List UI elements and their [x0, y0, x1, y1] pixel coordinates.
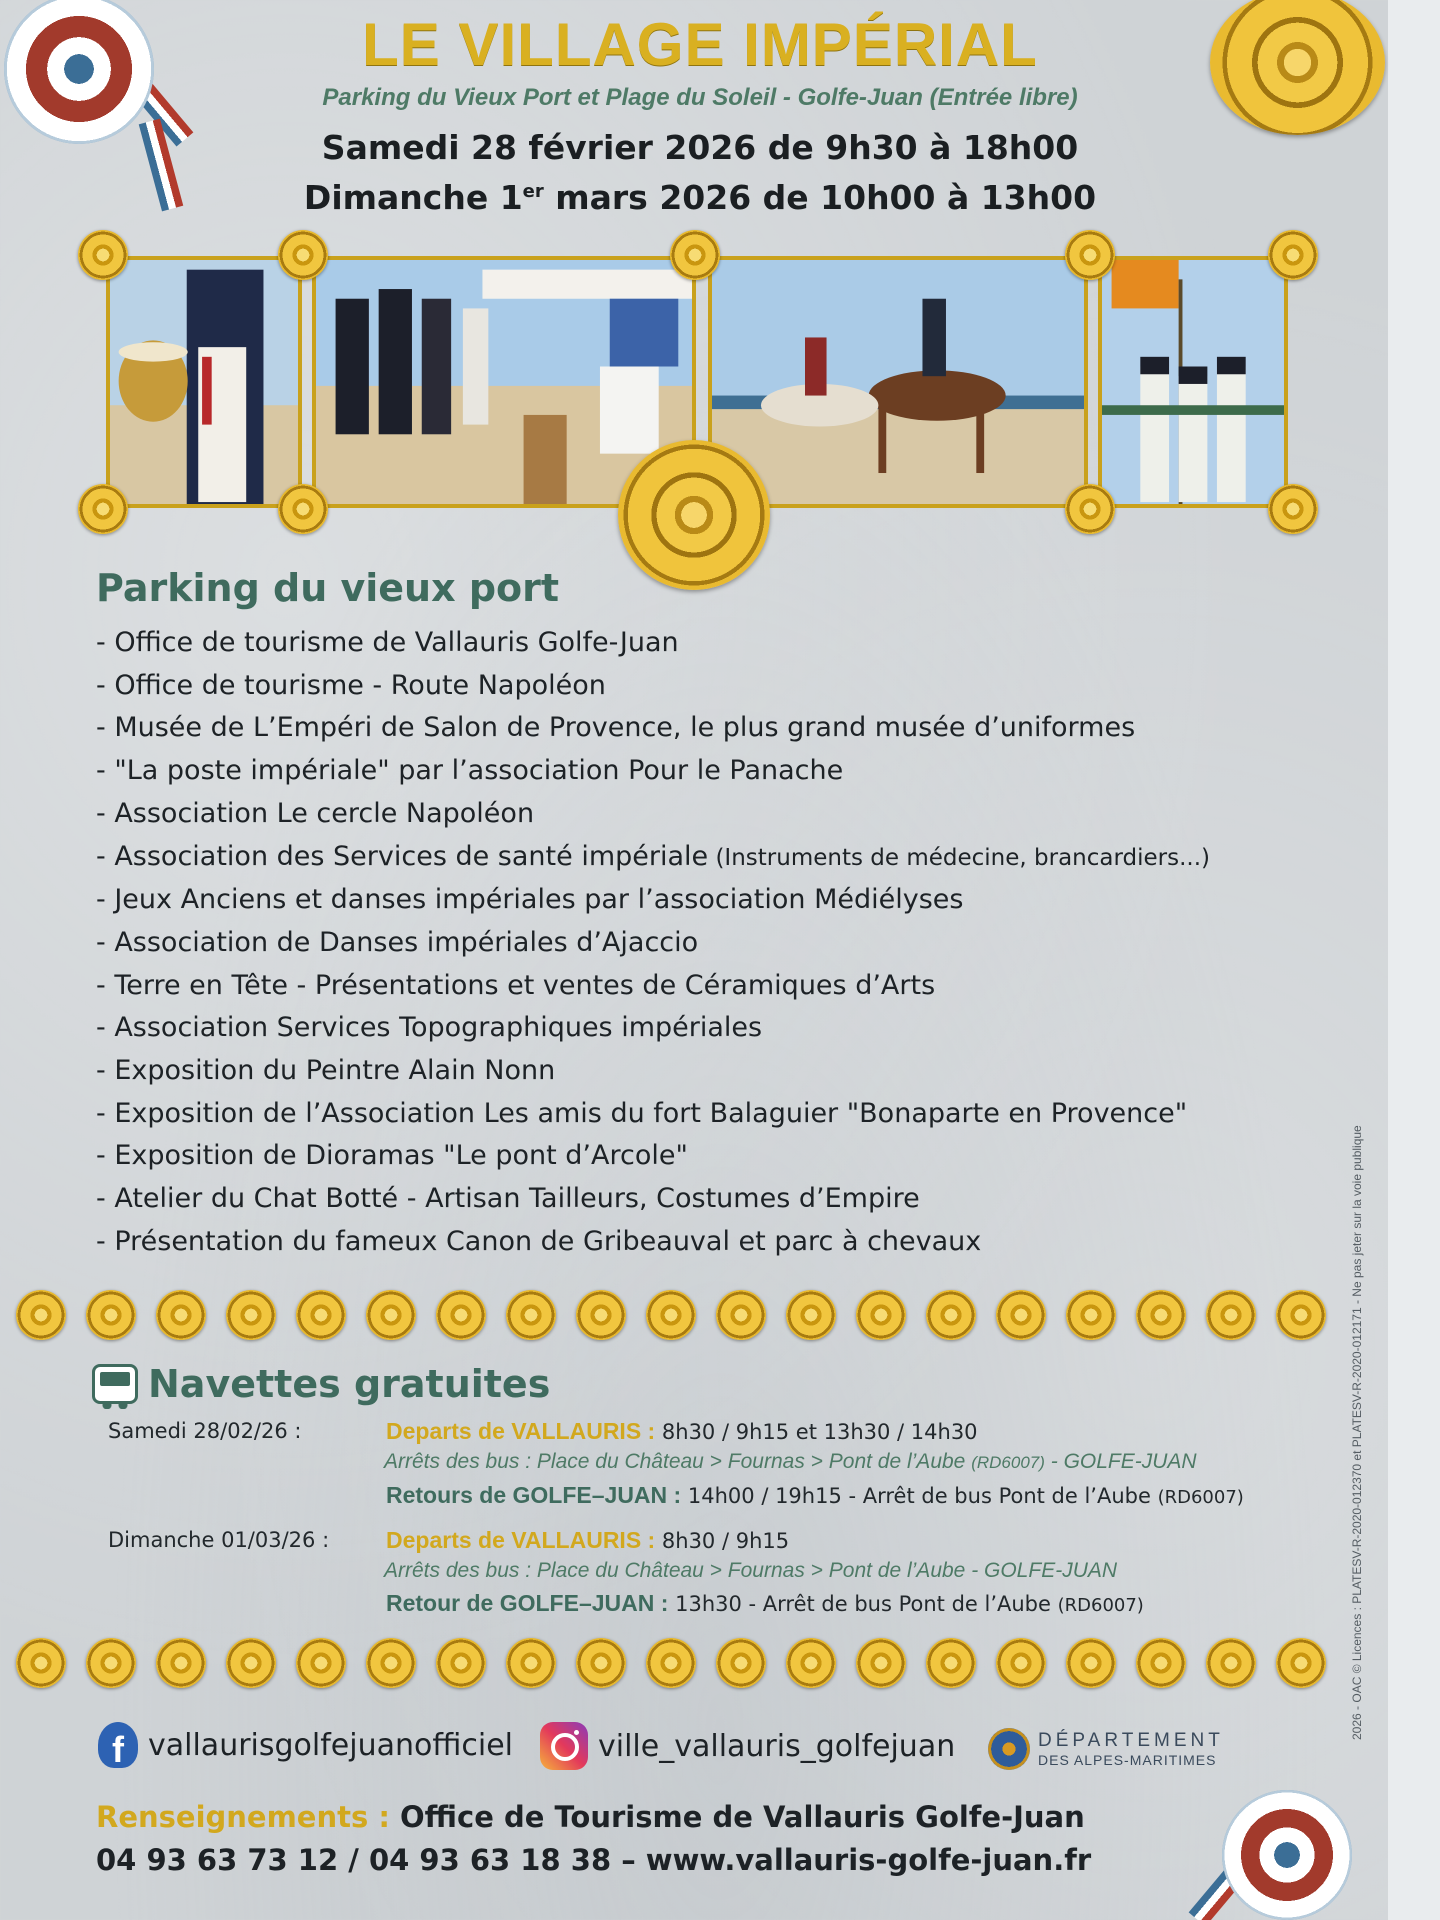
photo-infantry-flag — [1098, 256, 1288, 508]
gold-stud-icon — [926, 1290, 976, 1340]
info-contact: 04 93 63 73 12 / 04 93 63 18 38 – www.vallauris-golfe-juan.fr — [96, 1843, 1092, 1877]
list-item: - Atelier du Chat Botté - Artisan Tailleurs, Costumes d’Empire — [96, 1183, 920, 1215]
facebook-icon: f — [98, 1722, 138, 1768]
list-item: - Office de tourisme - Route Napoléon — [96, 669, 606, 701]
gold-stud-icon — [1268, 484, 1318, 534]
gold-stud-icon — [1276, 1638, 1326, 1688]
gold-rosette-icon — [1210, 0, 1385, 135]
gold-stud-icon — [86, 1290, 136, 1340]
gold-stud-icon — [296, 1638, 346, 1688]
list-item: - Association Le cercle Napoléon — [96, 797, 535, 829]
stands-list — [96, 622, 1346, 1264]
page-title: LE VILLAGE IMPÉRIAL — [362, 11, 1038, 78]
gold-stud-icon — [646, 1638, 696, 1688]
gold-stud-icon — [1066, 1290, 1116, 1340]
gold-stud-divider — [16, 1638, 1332, 1692]
gold-stud-icon — [576, 1290, 626, 1340]
gold-stud-icon — [576, 1638, 626, 1688]
list-item: - Exposition du Peintre Alain Nonn — [96, 1055, 556, 1087]
gold-stud-icon — [436, 1290, 486, 1340]
gold-stud-icon — [786, 1638, 836, 1688]
right-margin-strip — [1388, 0, 1440, 1920]
list-item: - Présentation du fameux Canon de Gribeauval et parc à chevaux — [96, 1225, 982, 1257]
date-sunday: Dimanche 1er mars 2026 de 10h00 à 13h00 — [303, 178, 1097, 217]
sunday-departures: Departs de VALLAURIS : 8h30 / 9h15 — [386, 1527, 790, 1553]
shuttle-section-title: Navettes gratuites — [92, 1362, 550, 1406]
gold-stud-icon — [86, 1638, 136, 1688]
list-item: - Jeux Anciens et danses impériales par l’association Médiélyses — [96, 884, 964, 916]
schedule-day-sunday: Dimanche 01/03/26 : — [108, 1528, 330, 1552]
gold-rosette-icon — [618, 440, 770, 590]
gold-stud-icon — [156, 1638, 206, 1688]
gold-stud-icon — [1066, 1638, 1116, 1688]
departement-logo: DÉPARTEMENT DES ALPES-MARITIMES — [988, 1728, 1224, 1770]
gold-stud-icon — [996, 1290, 1046, 1340]
gold-stud-icon — [1136, 1290, 1186, 1340]
departement-emblem-icon — [988, 1728, 1030, 1770]
gold-stud-icon — [1065, 230, 1115, 280]
legal-notice: 2026 - OAC © Licences : PLATESV-R-2020-012370 et PLATESV-R-2020-012171 - Ne pas jeter sur la voie publique — [1350, 1125, 1364, 1740]
gold-stud-icon — [856, 1290, 906, 1340]
list-item: - Exposition de l’Association Les amis du fort Balaguier "Bonaparte en Provence" — [96, 1097, 1188, 1129]
gold-stud-icon — [436, 1638, 486, 1688]
gold-stud-icon — [16, 1638, 66, 1688]
gold-stud-icon — [926, 1638, 976, 1688]
list-item: - Terre en Tête - Présentations et ventes de Céramiques d’Arts — [96, 969, 936, 1001]
gold-stud-icon — [226, 1638, 276, 1688]
saturday-returns: Retours de GOLFE–JUAN : 14h00 / 19h15 - Arrêt de bus Pont de l’Aube (RD6007) — [386, 1482, 1244, 1508]
instagram-icon — [540, 1722, 588, 1770]
gold-stud-icon — [506, 1290, 556, 1340]
saturday-departures: Departs de VALLAURIS : 8h30 / 9h15 et 13h30 / 14h30 — [386, 1418, 978, 1444]
instagram-link[interactable]: ville_vallauris_golfejuan — [540, 1722, 955, 1770]
info-office: Renseignements : Office de Tourisme de Vallauris Golfe-Juan — [96, 1800, 1085, 1834]
gold-stud-icon — [78, 484, 128, 534]
tricolor-rosette-icon — [1222, 1790, 1352, 1920]
date-saturday: Samedi 28 février 2026 de 9h30 à 18h00 — [321, 128, 1079, 167]
gold-stud-icon — [366, 1290, 416, 1340]
gold-stud-icon — [78, 230, 128, 280]
parking-section-title: Parking du vieux port — [96, 566, 560, 610]
gold-stud-icon — [1276, 1290, 1326, 1340]
photo-cavalry — [708, 256, 1088, 508]
gold-stud-icon — [506, 1638, 556, 1688]
list-item: - Musée de L’Empéri de Salon de Provence, le plus grand musée d’uniformes — [96, 712, 1136, 744]
venue-subtitle: Parking du Vieux Port et Plage du Soleil - Golfe-Juan (Entrée libre) — [322, 84, 1078, 111]
gold-stud-icon — [716, 1638, 766, 1688]
gold-stud-icon — [1206, 1638, 1256, 1688]
gold-stud-icon — [786, 1290, 836, 1340]
gold-stud-icon — [278, 484, 328, 534]
gold-stud-icon — [996, 1638, 1046, 1688]
gold-stud-icon — [226, 1290, 276, 1340]
list-item: - Office de tourisme de Vallauris Golfe-Juan — [96, 627, 679, 658]
photo-drummer — [106, 256, 302, 508]
list-item: - Association de Danses impériales d’Ajaccio — [96, 926, 699, 958]
gold-stud-icon — [1206, 1290, 1256, 1340]
gold-stud-icon — [646, 1290, 696, 1340]
facebook-link[interactable]: f vallaurisgolfejuanofficiel — [98, 1722, 513, 1768]
gold-stud-icon — [156, 1290, 206, 1340]
gold-stud-icon — [1268, 230, 1318, 280]
gold-stud-icon — [1065, 484, 1115, 534]
list-item: - Association Services Topographiques impériales — [96, 1012, 763, 1044]
gold-stud-icon — [670, 230, 720, 280]
sunday-returns: Retour de GOLFE–JUAN : 13h30 - Arrêt de bus Pont de l’Aube (RD6007) — [386, 1590, 1144, 1616]
list-item: - "La poste impériale" par l’association Pour le Panache — [96, 755, 844, 787]
gold-stud-icon — [278, 230, 328, 280]
list-item: - Association des Services de santé impériale (Instruments de médecine, brancardiers...) — [96, 840, 1211, 872]
gold-stud-icon — [366, 1638, 416, 1688]
gold-stud-icon — [1136, 1638, 1186, 1688]
gold-stud-icon — [716, 1290, 766, 1340]
bus-icon — [92, 1364, 138, 1404]
gold-stud-icon — [16, 1290, 66, 1340]
sunday-stops: Arrêts des bus : Place du Château > Fournas > Pont de l’Aube - GOLFE-JUAN — [384, 1559, 1118, 1582]
gold-stud-divider — [16, 1290, 1332, 1344]
schedule-day-saturday: Samedi 28/02/26 : — [108, 1419, 302, 1443]
tricolor-rosette-icon — [4, 0, 154, 144]
gold-stud-icon — [296, 1290, 346, 1340]
gold-stud-icon — [856, 1638, 906, 1688]
saturday-stops: Arrêts des bus : Place du Château > Fournas > Pont de l’Aube (RD6007) - GOLFE-JUAN — [384, 1450, 1197, 1473]
list-item: - Exposition de Dioramas "Le pont d’Arcole" — [96, 1140, 688, 1172]
